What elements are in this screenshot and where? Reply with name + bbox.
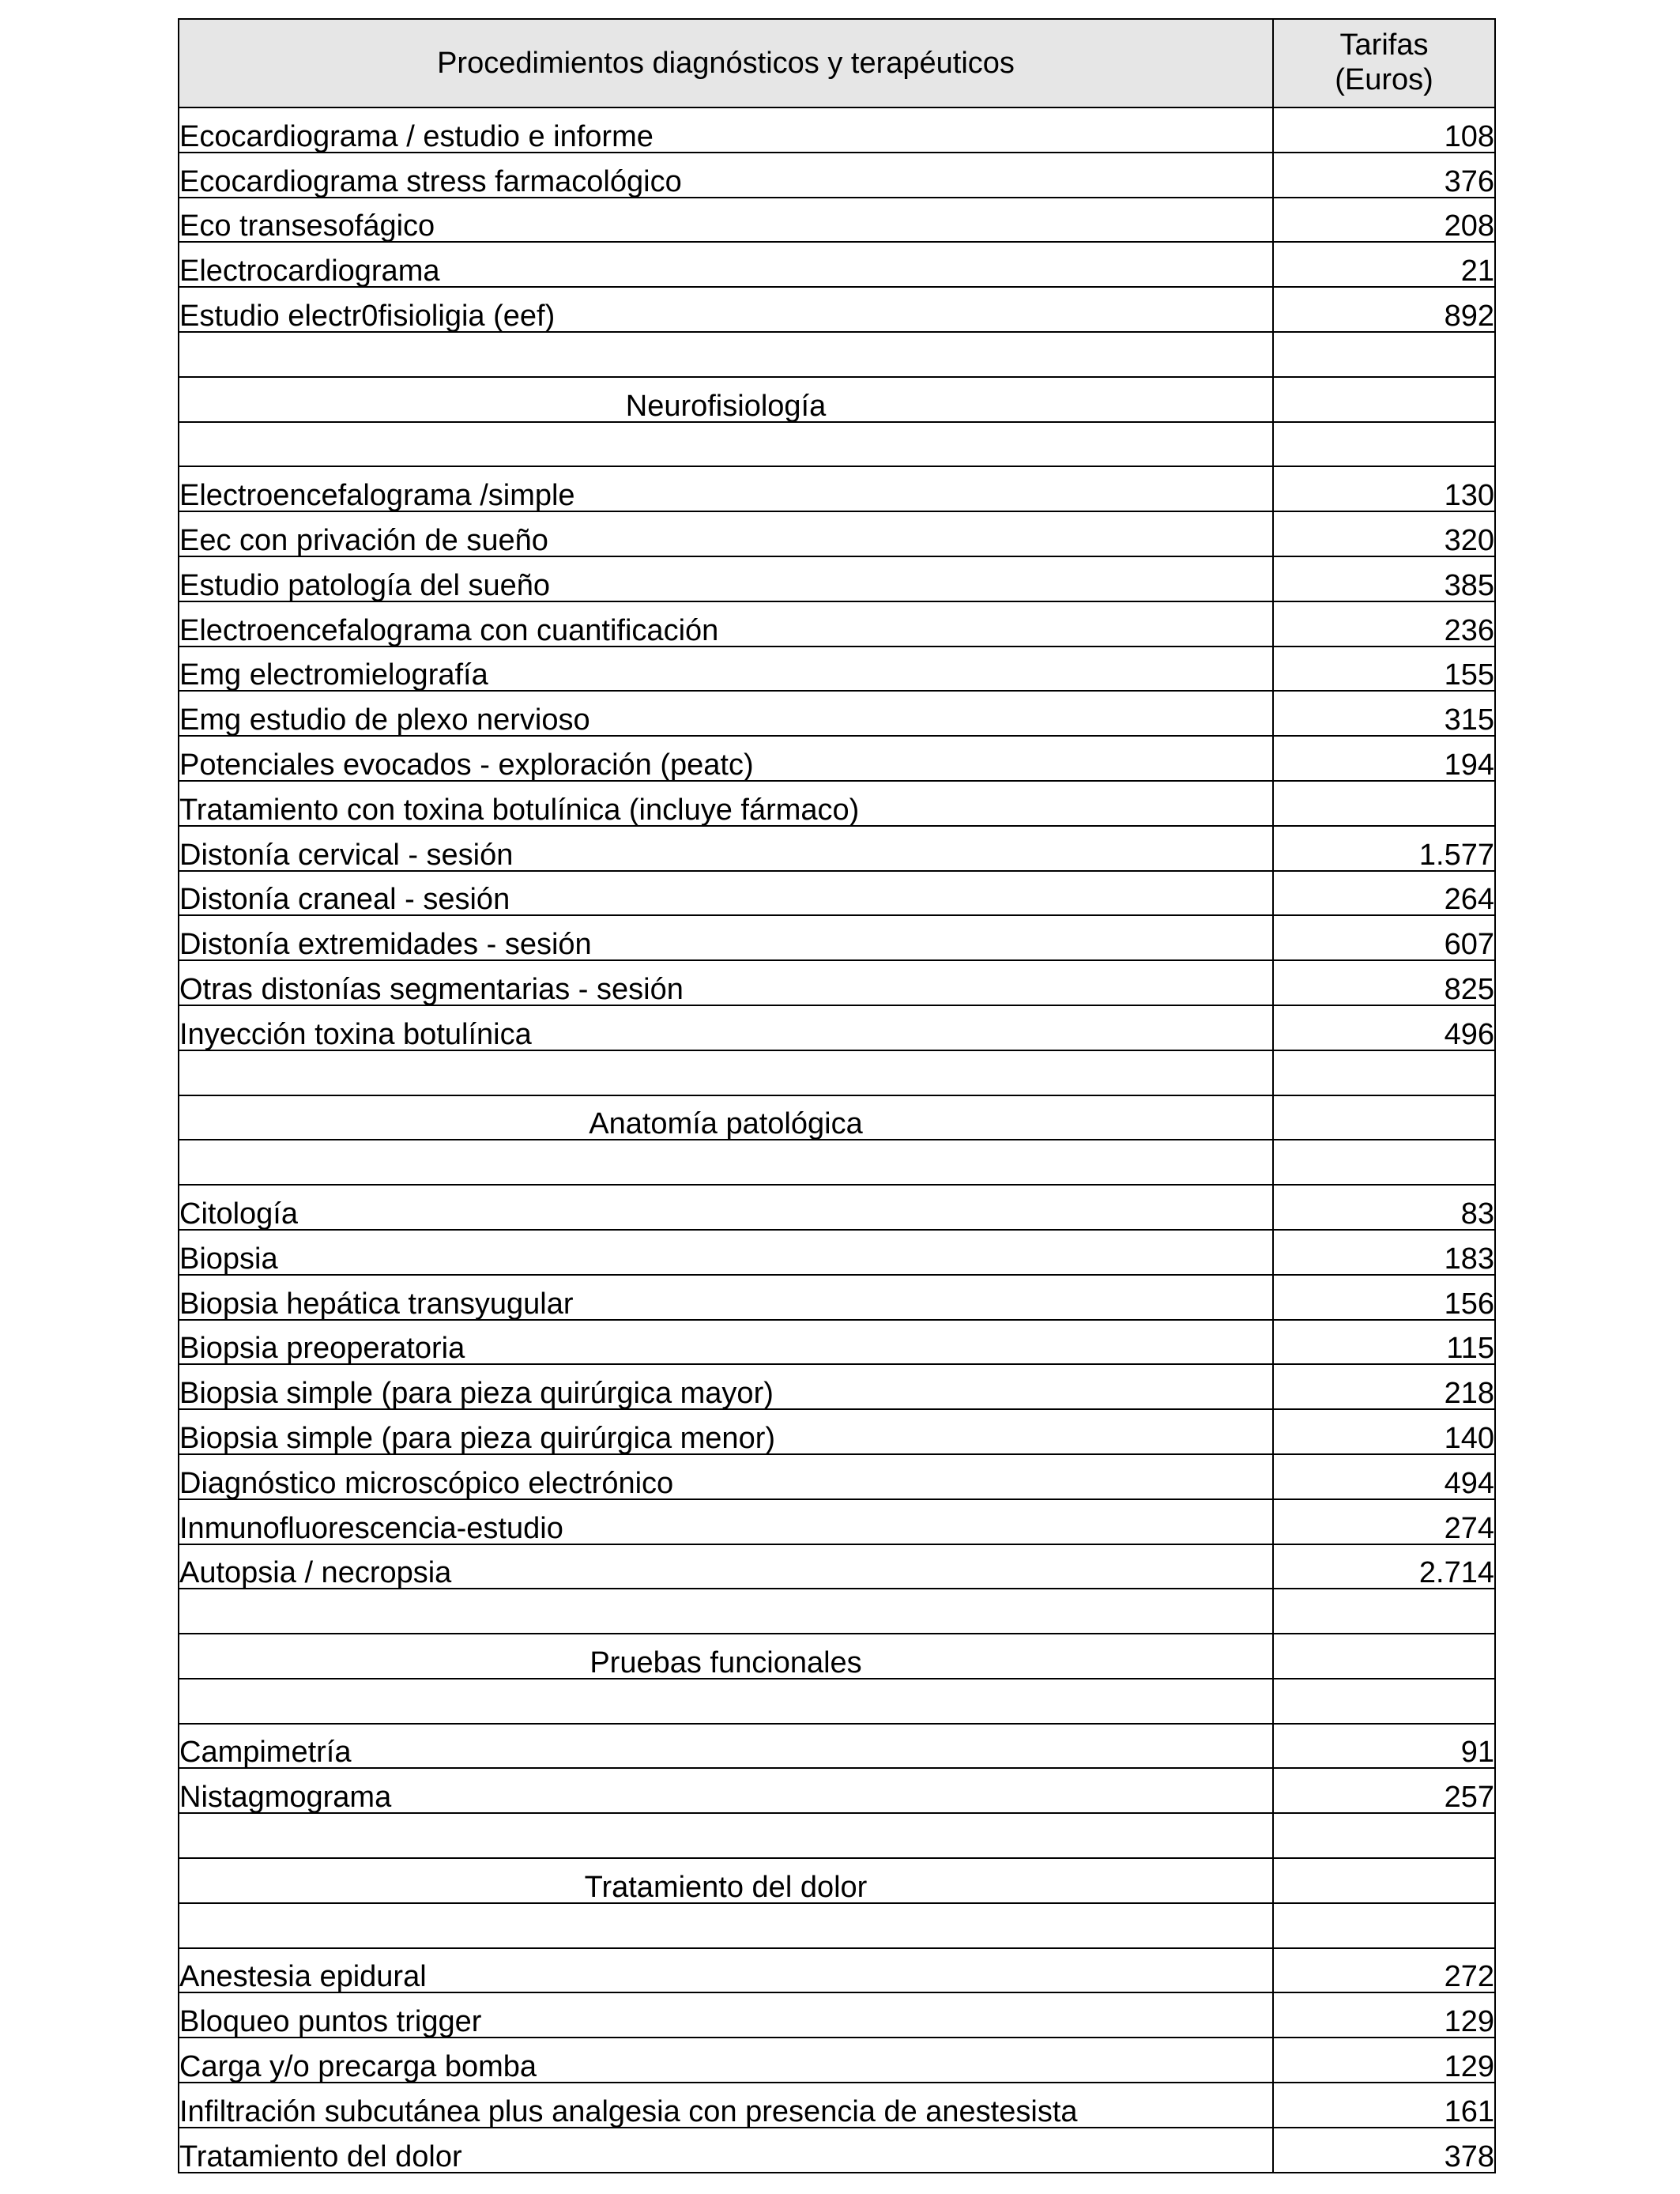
tariff-table — [178, 18, 1496, 2173]
price-cell: 825 — [1273, 960, 1495, 1005]
price-cell: 129 — [1273, 2038, 1495, 2083]
table-row — [179, 511, 1495, 556]
table-row — [179, 1005, 1495, 1050]
section-row — [179, 1858, 1495, 1903]
price-cell — [1273, 1050, 1495, 1095]
procedure-cell: Eco transesofágico — [179, 198, 1273, 243]
table-row — [179, 601, 1495, 647]
procedure-cell: Eec con privación de sueño — [179, 511, 1273, 556]
price-cell: 91 — [1273, 1724, 1495, 1769]
price-cell: 156 — [1273, 1275, 1495, 1320]
procedure-cell: Electroencefalograma /simple — [179, 466, 1273, 511]
table-row — [179, 1992, 1495, 2038]
procedure-cell: Nistagmograma — [179, 1768, 1273, 1813]
blank-row — [179, 1589, 1495, 1634]
procedure-cell: Electroencefalograma con cuantificación — [179, 601, 1273, 647]
table-row — [179, 153, 1495, 198]
procedure-cell: Estudio electr0fisioligia (eef) — [179, 287, 1273, 332]
procedure-cell — [179, 1589, 1273, 1634]
table-row — [179, 556, 1495, 601]
table-row — [179, 1364, 1495, 1409]
blank-row — [179, 1903, 1495, 1948]
blank-row — [179, 1140, 1495, 1185]
procedure-cell: Biopsia — [179, 1230, 1273, 1275]
header-tariff-line2: (Euros) — [1335, 63, 1433, 96]
table-row — [179, 736, 1495, 781]
price-cell — [1273, 422, 1495, 467]
procedure-cell: Inmunofluorescencia-estudio — [179, 1499, 1273, 1544]
price-cell: 2.714 — [1273, 1544, 1495, 1589]
table-row — [179, 107, 1495, 153]
price-cell: 161 — [1273, 2083, 1495, 2128]
group-title: Tratamiento con toxina botulínica (incluye fármaco) — [179, 781, 1273, 826]
table-row — [179, 2083, 1495, 2128]
procedure-cell: Bloqueo puntos trigger — [179, 1992, 1273, 2038]
price-cell — [1273, 1813, 1495, 1858]
table-row — [179, 1499, 1495, 1544]
price-cell: 496 — [1273, 1005, 1495, 1050]
procedure-cell: Inyección toxina botulínica — [179, 1005, 1273, 1050]
table-row — [179, 466, 1495, 511]
section-title: Pruebas funcionales — [179, 1634, 1273, 1679]
price-cell: 385 — [1273, 556, 1495, 601]
procedure-cell: Campimetría — [179, 1724, 1273, 1769]
procedure-cell: Distonía extremidades - sesión — [179, 915, 1273, 960]
procedure-cell: Biopsia preoperatoria — [179, 1320, 1273, 1365]
procedure-cell: Anestesia epidural — [179, 1948, 1273, 1993]
price-cell — [1273, 377, 1495, 422]
procedure-cell: Emg electromielografía — [179, 647, 1273, 692]
procedure-cell — [179, 1903, 1273, 1948]
table-row — [179, 2128, 1495, 2173]
table-row — [179, 960, 1495, 1005]
price-cell: 320 — [1273, 511, 1495, 556]
procedure-cell — [179, 1679, 1273, 1724]
price-cell: 129 — [1273, 1992, 1495, 2038]
section-title: Tratamiento del dolor — [179, 1858, 1273, 1903]
price-cell: 494 — [1273, 1454, 1495, 1499]
procedure-cell: Potenciales evocados - exploración (peatc) — [179, 736, 1273, 781]
table-row — [179, 287, 1495, 332]
price-cell — [1273, 1858, 1495, 1903]
table-row — [179, 915, 1495, 960]
price-cell — [1273, 1634, 1495, 1679]
procedure-cell: Biopsia hepática transyugular — [179, 1275, 1273, 1320]
procedure-cell: Diagnóstico microscópico electrónico — [179, 1454, 1273, 1499]
price-cell: 140 — [1273, 1409, 1495, 1454]
blank-row — [179, 422, 1495, 467]
table-row — [179, 242, 1495, 287]
table-row — [179, 1185, 1495, 1230]
procedure-cell: Estudio patología del sueño — [179, 556, 1273, 601]
price-cell: 257 — [1273, 1768, 1495, 1813]
price-cell: 155 — [1273, 647, 1495, 692]
table-row — [179, 198, 1495, 243]
procedure-cell — [179, 422, 1273, 467]
procedure-cell: Biopsia simple (para pieza quirúrgica menor) — [179, 1409, 1273, 1454]
price-cell: 208 — [1273, 198, 1495, 243]
table-row — [179, 1544, 1495, 1589]
price-cell: 315 — [1273, 691, 1495, 736]
procedure-cell: Infiltración subcutánea plus analgesia con presencia de anestesista — [179, 2083, 1273, 2128]
procedure-cell: Distonía cervical - sesión — [179, 826, 1273, 871]
price-cell — [1273, 1140, 1495, 1185]
price-cell: 194 — [1273, 736, 1495, 781]
section-row — [179, 1634, 1495, 1679]
price-cell: 1.577 — [1273, 826, 1495, 871]
price-cell — [1273, 332, 1495, 377]
procedure-cell: Biopsia simple (para pieza quirúrgica mayor) — [179, 1364, 1273, 1409]
header-tariff — [1273, 19, 1495, 107]
price-cell: 83 — [1273, 1185, 1495, 1230]
price-cell: 272 — [1273, 1948, 1495, 1993]
price-cell: 218 — [1273, 1364, 1495, 1409]
price-cell: 264 — [1273, 871, 1495, 916]
price-cell: 607 — [1273, 915, 1495, 960]
procedure-cell: Citología — [179, 1185, 1273, 1230]
price-cell: 21 — [1273, 242, 1495, 287]
procedure-cell: Carga y/o precarga bomba — [179, 2038, 1273, 2083]
table-body — [179, 107, 1495, 2173]
section-row — [179, 1095, 1495, 1140]
table-row — [179, 691, 1495, 736]
table-row — [179, 1409, 1495, 1454]
header-tariff-line1: Tarifas — [1339, 28, 1429, 62]
table-row — [179, 1230, 1495, 1275]
section-title: Neurofisiología — [179, 377, 1273, 422]
table-row — [179, 1275, 1495, 1320]
section-row — [179, 377, 1495, 422]
blank-row — [179, 1813, 1495, 1858]
price-cell: 115 — [1273, 1320, 1495, 1365]
procedure-cell: Electrocardiograma — [179, 242, 1273, 287]
table-row — [179, 2038, 1495, 2083]
price-cell: 236 — [1273, 601, 1495, 647]
price-cell: 130 — [1273, 466, 1495, 511]
table-row — [179, 647, 1495, 692]
table-row — [179, 1724, 1495, 1769]
price-cell: 376 — [1273, 153, 1495, 198]
procedure-cell — [179, 332, 1273, 377]
table-header — [179, 19, 1495, 107]
price-cell: 108 — [1273, 107, 1495, 153]
header-procedure: Procedimientos diagnósticos y terapéuticos — [179, 19, 1273, 107]
blank-row — [179, 1679, 1495, 1724]
table-row — [179, 1948, 1495, 1993]
procedure-cell: Autopsia / necropsia — [179, 1544, 1273, 1589]
blank-row — [179, 1050, 1495, 1095]
procedure-cell: Ecocardiograma stress farmacológico — [179, 153, 1273, 198]
price-cell: 274 — [1273, 1499, 1495, 1544]
price-cell — [1273, 781, 1495, 826]
price-cell — [1273, 1589, 1495, 1634]
section-title: Anatomía patológica — [179, 1095, 1273, 1140]
price-cell — [1273, 1095, 1495, 1140]
procedure-cell — [179, 1050, 1273, 1095]
table-row — [179, 1768, 1495, 1813]
group-row — [179, 781, 1495, 826]
blank-row — [179, 332, 1495, 377]
header-row — [179, 19, 1495, 107]
procedure-cell: Otras distonías segmentarias - sesión — [179, 960, 1273, 1005]
table-row — [179, 1454, 1495, 1499]
price-cell: 378 — [1273, 2128, 1495, 2173]
procedure-cell: Tratamiento del dolor — [179, 2128, 1273, 2173]
table-row — [179, 871, 1495, 916]
table-row — [179, 1320, 1495, 1365]
procedure-cell — [179, 1140, 1273, 1185]
procedure-cell: Emg estudio de plexo nervioso — [179, 691, 1273, 736]
procedure-cell — [179, 1813, 1273, 1858]
procedure-cell: Distonía craneal - sesión — [179, 871, 1273, 916]
price-cell — [1273, 1903, 1495, 1948]
price-cell — [1273, 1679, 1495, 1724]
price-cell: 183 — [1273, 1230, 1495, 1275]
price-cell: 892 — [1273, 287, 1495, 332]
table-row — [179, 826, 1495, 871]
procedure-cell: Ecocardiograma / estudio e informe — [179, 107, 1273, 153]
